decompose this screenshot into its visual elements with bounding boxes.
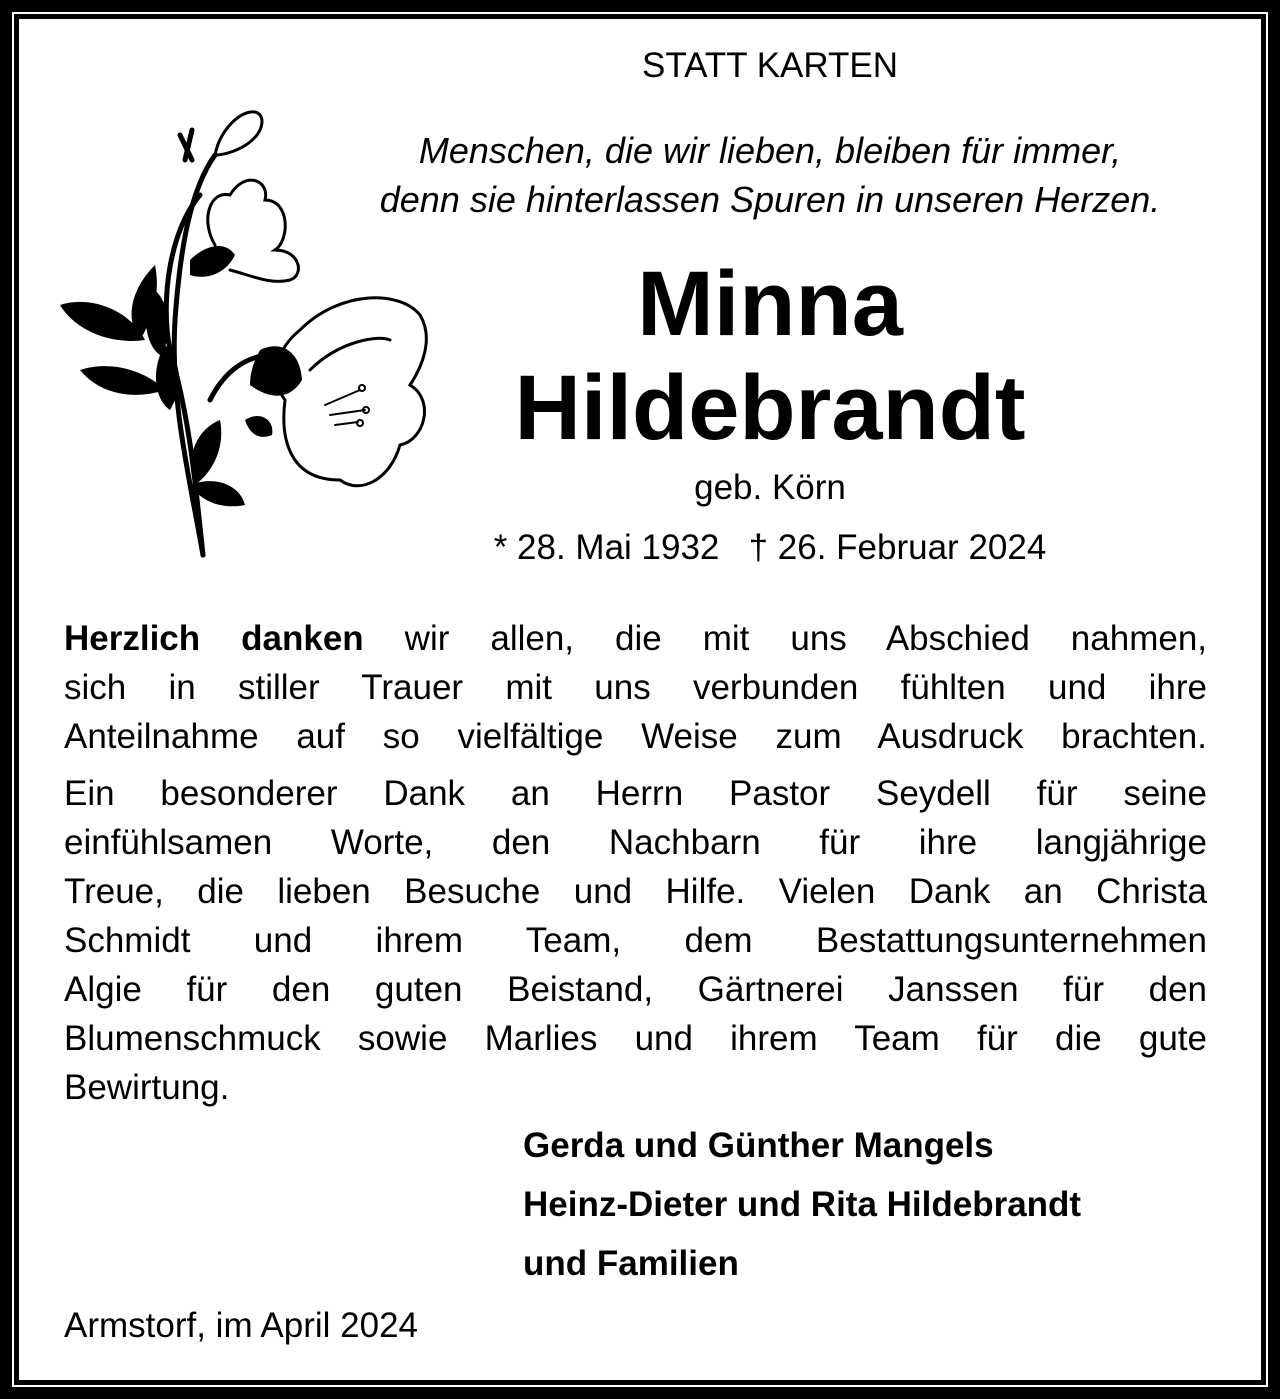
- life-dates: [440, 528, 1100, 568]
- deceased-last-name: Hildebrandt: [514, 357, 1026, 459]
- header-statt-karten: STATT KARTEN: [641, 46, 899, 85]
- body-line: Treue, die lieben Besuche und Hilfe. Vielen Dank an Christa: [64, 872, 1207, 911]
- signer-line: Heinz-Dieter und Rita Hildebrandt: [523, 1185, 1082, 1224]
- memorial-quote: [330, 126, 1210, 224]
- body-line: Blumenschmuck sowie Marlies und ihrem Team für die gute: [64, 1019, 1207, 1058]
- signers: [523, 1116, 1081, 1293]
- body-line: sich in stiller Trauer mit uns verbunden fühlten und ihre: [64, 668, 1207, 707]
- body-text: wir allen, die mit uns Abschied nahmen,: [363, 619, 1208, 658]
- thank-you-text: [64, 614, 1207, 1112]
- body-line: [64, 614, 1207, 663]
- body-line: Ein besonderer Dank an Herrn Pastor Seydell für seine: [64, 774, 1207, 813]
- deceased-first-name: Minna: [637, 253, 903, 355]
- place-date: Armstorf, im April 2024: [64, 1306, 418, 1345]
- body-line: Anteilnahme auf so vielfältige Weise zum Ausdruck brachten.: [64, 717, 1207, 756]
- signer-line: und Familien: [523, 1244, 739, 1283]
- body-line: Algie für den guten Beistand, Gärtnerei Janssen für den: [64, 970, 1207, 1009]
- birth-date: * 28. Mai 1932: [493, 528, 720, 567]
- quote-line: denn sie hinterlassen Spuren in unseren Herzen.: [379, 179, 1161, 220]
- body-line: Bewirtung.: [64, 1068, 230, 1107]
- body-line: einfühlsamen Worte, den Nachbarn für ihre langjährige: [64, 823, 1207, 862]
- body-line: Schmidt und ihrem Team, dem Bestattungsunternehmen: [64, 921, 1207, 960]
- signer-line: Gerda und Günther Mangels: [523, 1126, 994, 1165]
- quote-line: Menschen, die wir lieben, bleiben für immer,: [418, 130, 1122, 171]
- birth-name: geb. Körn: [694, 468, 846, 507]
- death-date: † 26. Februar 2024: [748, 528, 1047, 567]
- lead-bold: Herzlich danken: [64, 619, 364, 658]
